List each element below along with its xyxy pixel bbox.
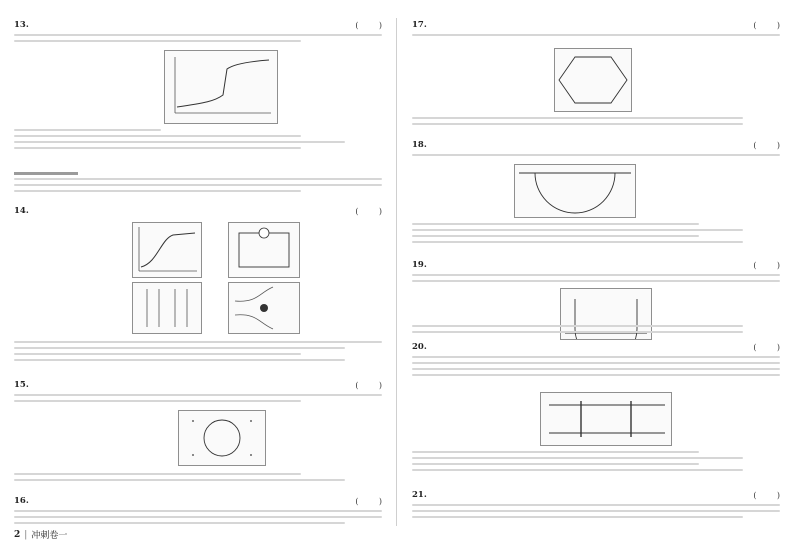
question-number: 13 . <box>14 20 29 31</box>
answer-bracket[interactable]: ( ) <box>753 261 780 270</box>
section-header-multiple-choice <box>14 172 382 196</box>
question-number: 20 . <box>412 342 427 353</box>
answer-bracket[interactable]: ( ) <box>753 21 780 30</box>
titration-curve-figure <box>164 50 278 124</box>
question-16 <box>14 496 382 528</box>
question-19 <box>412 260 780 286</box>
answer-bracket[interactable]: ( ) <box>355 497 382 506</box>
question-18 <box>412 140 780 160</box>
question-18-options <box>412 220 780 247</box>
question-19-options <box>412 322 780 337</box>
question-number: 16 . <box>14 496 29 507</box>
question-number: 19 . <box>412 260 427 271</box>
footer-separator: | <box>24 529 28 540</box>
answer-bracket[interactable]: ( ) <box>753 491 780 500</box>
figure-15-ring-in-field <box>178 410 266 466</box>
answer-bracket[interactable]: ( ) <box>355 381 382 390</box>
answer-bracket[interactable]: ( ) <box>355 207 382 216</box>
figure-14-field-lines <box>132 282 202 334</box>
question-number: 14 . <box>14 206 29 217</box>
question-15-options <box>14 470 382 485</box>
question-14 <box>14 206 382 217</box>
answer-bracket[interactable]: ( ) <box>753 343 780 352</box>
question-number: 15 . <box>14 380 29 391</box>
question-13-options <box>14 126 382 153</box>
question-20 <box>412 342 780 380</box>
question-17-options <box>412 114 780 129</box>
question-13 <box>14 20 382 46</box>
answer-bracket[interactable]: ( ) <box>355 21 382 30</box>
page-number: 2 <box>14 529 21 540</box>
figure-14-graph <box>132 222 202 278</box>
footer-title: 冲刺卷一 <box>31 531 68 541</box>
question-number: 17 . <box>412 20 427 31</box>
figure-18-semicircle <box>514 164 636 218</box>
question-17 <box>412 20 780 40</box>
question-number: 21 . <box>412 490 427 501</box>
question-15 <box>14 380 382 406</box>
page-footer <box>14 528 67 541</box>
figure-14-circuit <box>228 222 300 278</box>
answer-bracket[interactable]: ( ) <box>753 141 780 150</box>
question-21 <box>412 490 780 522</box>
question-number: 18 . <box>412 140 427 151</box>
question-14-options <box>14 338 382 365</box>
question-20-options <box>412 448 780 475</box>
figure-14-scattering <box>228 282 300 334</box>
column-divider <box>396 18 397 526</box>
figure-17-hexagon <box>554 48 632 112</box>
figure-20-rails <box>540 392 672 446</box>
